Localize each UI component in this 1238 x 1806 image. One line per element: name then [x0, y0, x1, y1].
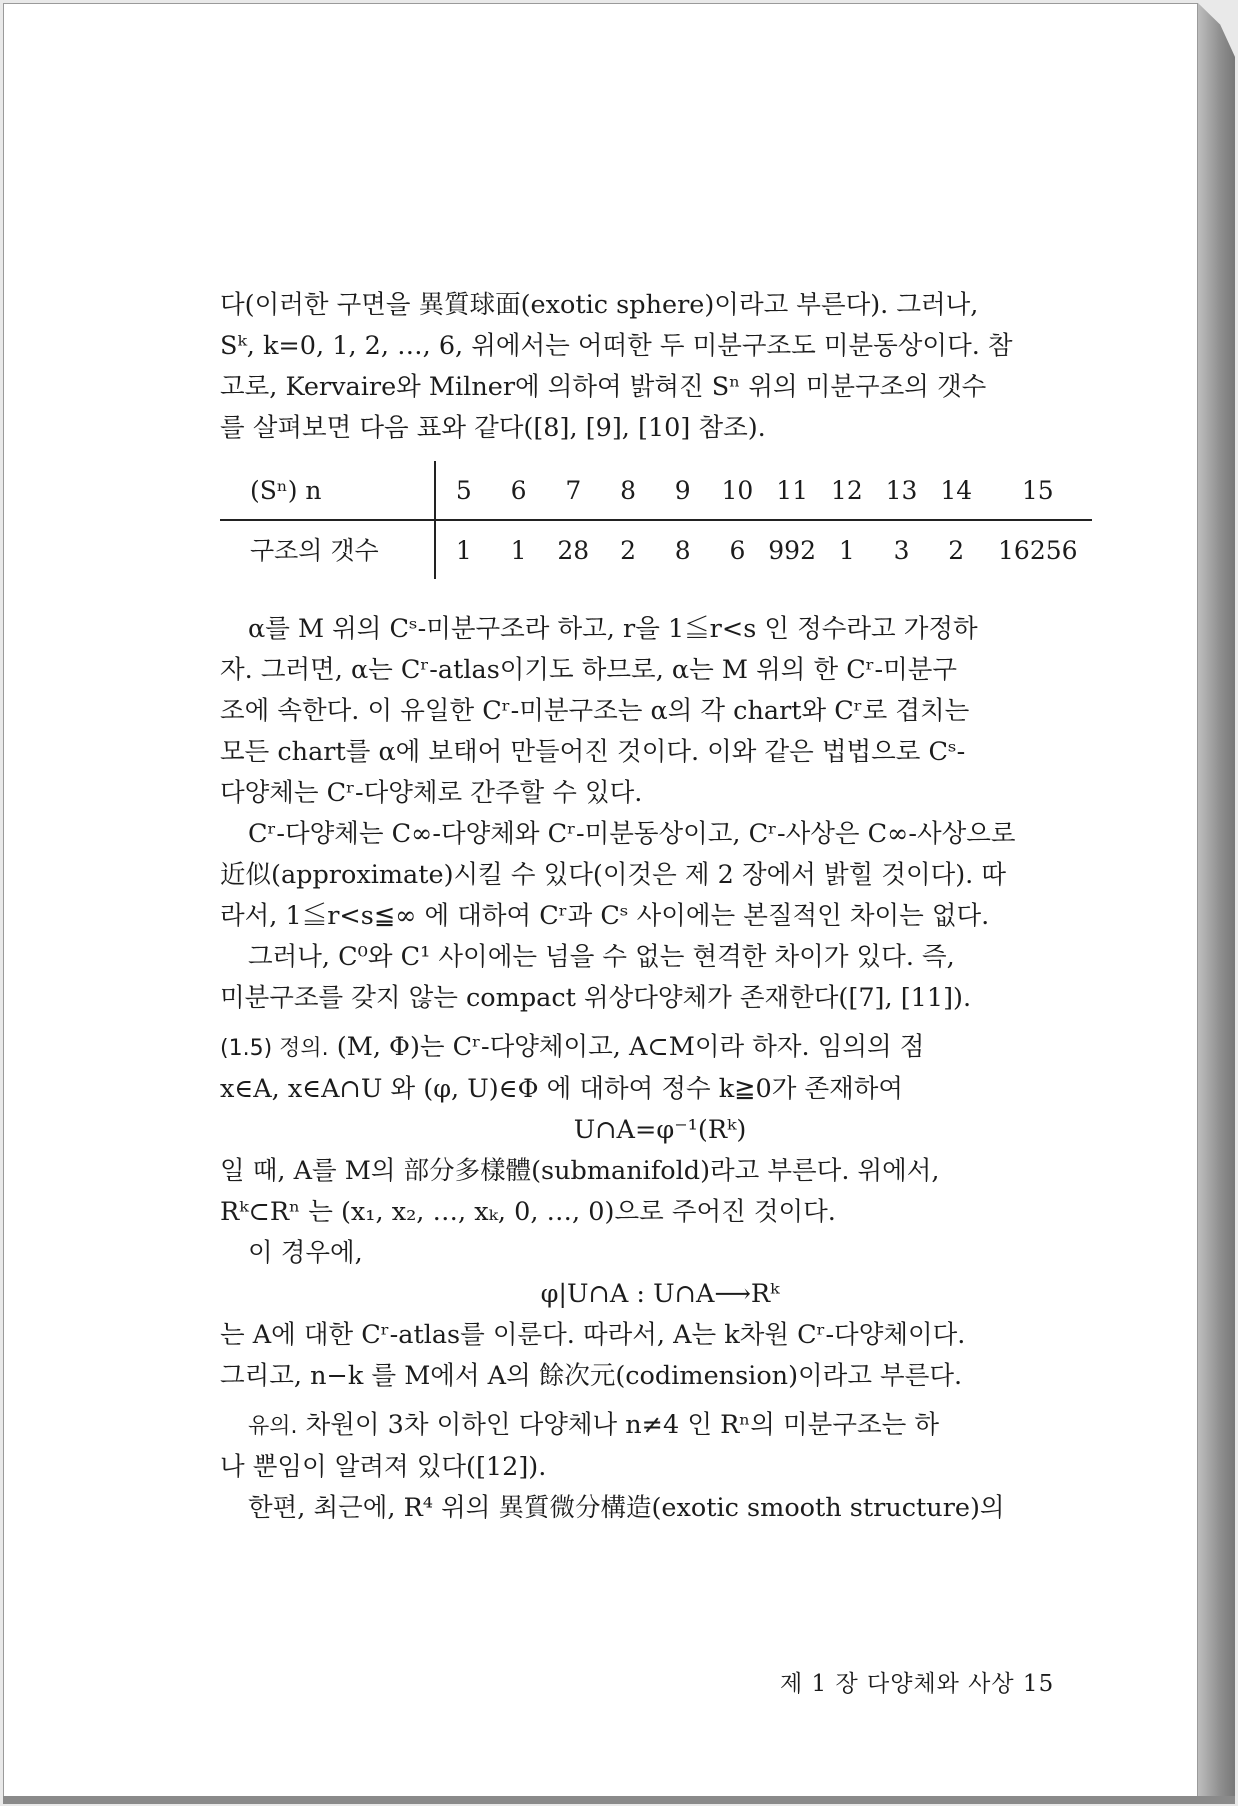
- equation-submanifold: U∩A=φ⁻¹(Rᵏ): [573, 1115, 747, 1145]
- text-line: [220, 1405, 1100, 1447]
- remark: [220, 1405, 1100, 1488]
- definition-heading: (1.5) 정의.: [220, 1036, 329, 1061]
- table-cell: 992: [768, 535, 816, 565]
- table-cell: 8: [601, 461, 656, 520]
- page-footer: 제 1 장 다양체와 사상 15: [780, 1671, 1055, 1697]
- structures-table: [220, 461, 1092, 579]
- text-line: Sᵏ, k=0, 1, 2, …, 6, 위에서는 어떠한 두 미분구조도 미분동상이다. 참: [220, 331, 1013, 361]
- paragraph-cs-structure: [220, 609, 1100, 814]
- text-line: 를 살펴보면 다음 표와 같다([8], [9], [10] 참조).: [220, 413, 766, 443]
- book-edge-bottom: [3, 1796, 1235, 1804]
- text-line: 다양체는 Cʳ-다양체로 간주할 수 있다.: [220, 778, 643, 808]
- definition-text: (M, Φ)는 Cʳ-다양체이고, A⊂M이라 하자. 임의의 점: [336, 1032, 925, 1062]
- book-edge-right: [1198, 3, 1235, 1800]
- text-line: 이 경우에,: [248, 1238, 363, 1268]
- text-line: 그러나, C⁰와 C¹ 사이에는 넘을 수 없는 현격한 차이가 있다. 즉,: [248, 942, 955, 972]
- text-line: 그리고, n−k 를 M에서 A의 餘次元(codimension)이라고 부른다.: [220, 1361, 963, 1391]
- text-line: 조에 속한다. 이 유일한 Cʳ-미분구조는 α의 각 chart와 Cʳ로 겹치는: [220, 696, 970, 726]
- table-cell: 16256: [998, 535, 1078, 565]
- text-line: 고로, Kervaire와 Milner에 의하여 밝혀진 Sⁿ 위의 미분구조의 갯수: [220, 372, 987, 402]
- table-cell: 11: [765, 461, 820, 520]
- table-cell: 13: [874, 461, 929, 520]
- paragraph-approximation: [220, 814, 1100, 937]
- table-cell: 3: [893, 535, 910, 565]
- table-cell: 1: [455, 535, 472, 565]
- remark-heading: 유의.: [248, 1414, 298, 1439]
- table-cell: 28: [557, 535, 590, 565]
- text-line: 일 때, A를 M의 部分多樣體(submanifold)라고 부른다. 위에서,: [220, 1156, 940, 1186]
- paragraph-exotic-sphere: [220, 285, 1100, 449]
- text-line: α를 M 위의 Cˢ-미분구조라 하고, r을 1≦r<s 인 정수라고 가정하: [248, 614, 978, 644]
- table-cell: 9: [655, 461, 710, 520]
- table-cell: 2: [948, 535, 965, 565]
- text-line: 자. 그러면, α는 Cʳ-atlas이기도 하므로, α는 M 위의 한 Cʳ-미분구: [220, 655, 958, 685]
- text-line: Cʳ-다양체는 C∞-다양체와 Cʳ-미분동상이고, Cʳ-사상은 C∞-사상으로: [248, 819, 1016, 849]
- remark-text: 차원이 3차 이하인 다양체나 n≠4 인 Rⁿ의 미분구조는 하: [305, 1410, 939, 1440]
- table-row-dimension: [220, 461, 1092, 520]
- text-line: 다(이러한 구면을 異質球面(exotic sphere)이라고 부른다). 그러나,: [220, 290, 979, 320]
- table-cell: 7: [546, 461, 601, 520]
- text-line: 近似(approximate)시킬 수 있다(이것은 제 2 장에서 밝힐 것이다). 따: [220, 860, 1007, 890]
- text-line: [220, 1027, 1100, 1069]
- text-line: Rᵏ⊂Rⁿ 는 (x₁, x₂, …, xₖ, 0, …, 0)으로 주어진 것이다.: [220, 1197, 836, 1227]
- text-line: 는 A에 대한 Cʳ-atlas를 이룬다. 따라서, A는 k차원 Cʳ-다양체이다.: [220, 1320, 966, 1350]
- page-body: [220, 285, 1100, 1529]
- paragraph-c0-c1: [220, 937, 1100, 1019]
- table-cell: 6: [729, 535, 746, 565]
- table-row-count: [220, 520, 1092, 579]
- text-line: 나 뿐임이 알려져 있다([12]).: [220, 1452, 547, 1482]
- table-row-label: (Sⁿ) n: [220, 461, 435, 520]
- table-cell: 8: [674, 535, 691, 565]
- table-cell: 12: [819, 461, 874, 520]
- table-cell: 5: [435, 461, 491, 520]
- text-line: 모든 chart를 α에 보태어 만들어진 것이다. 이와 같은 법법으로 Cˢ-: [220, 737, 966, 767]
- table-cell: 15: [984, 461, 1092, 520]
- table-cell: 1: [510, 535, 527, 565]
- table-cell: 14: [929, 461, 984, 520]
- table-cell: 1: [838, 535, 855, 565]
- table-row-label: 구조의 갯수: [220, 520, 435, 579]
- table-cell: 6: [491, 461, 546, 520]
- text-line: 라서, 1≦r<s≦∞ 에 대하여 Cʳ과 Cˢ 사이에는 본질적인 차이는 없다.: [220, 901, 990, 931]
- table-cell: 2: [620, 535, 636, 565]
- table-cell: 10: [710, 461, 765, 520]
- definition-1-5: [220, 1027, 1100, 1397]
- text-line: x∈A, x∈A∩U 와 (φ, U)∈Φ 에 대하여 정수 k≧0가 존재하여: [220, 1074, 904, 1104]
- text-line: 한편, 최근에, R⁴ 위의 異質微分構造(exotic smooth structure)의: [248, 1493, 1005, 1523]
- equation-restriction: φ|U∩A : U∩A⟶Rᵏ: [540, 1279, 780, 1309]
- text-line: 미분구조를 갖지 않는 compact 위상다양체가 존재한다([7], [11]).: [220, 983, 972, 1013]
